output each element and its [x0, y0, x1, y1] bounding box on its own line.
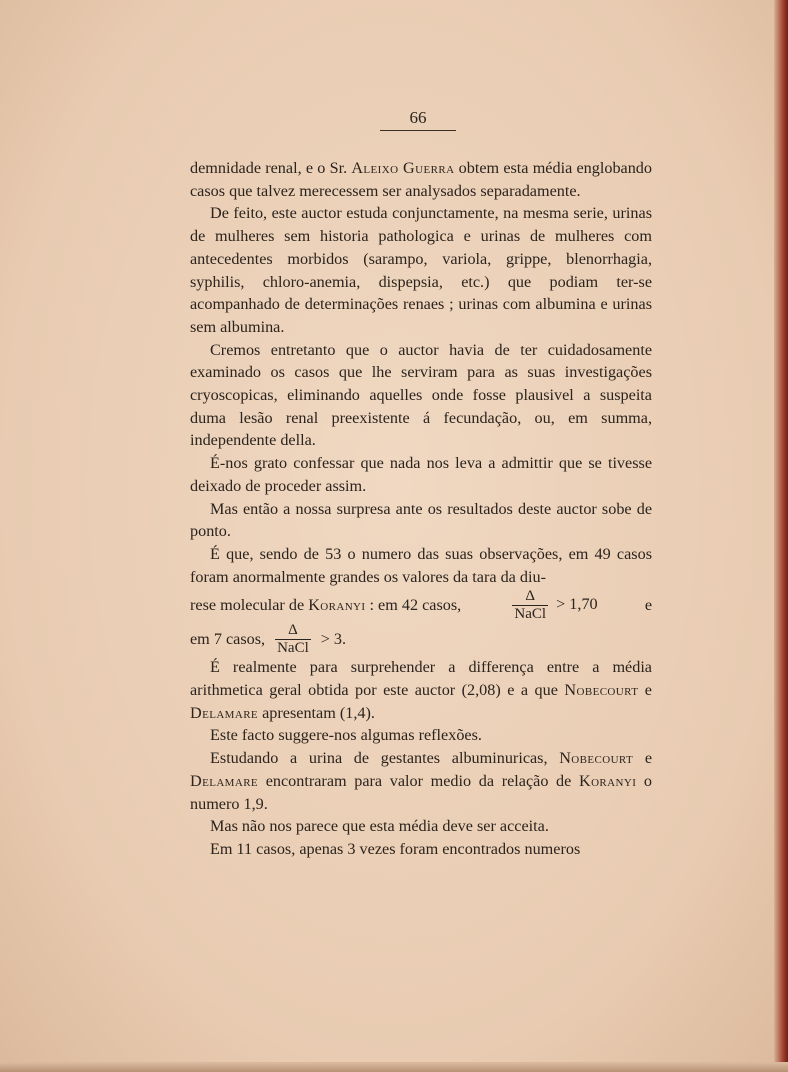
paragraph: Em 11 casos, apenas 3 vezes foram encontrados numeros — [210, 839, 581, 858]
page-edge-bottom — [0, 1062, 788, 1072]
page-number-rule — [380, 130, 456, 131]
math-line-koranyi-42: rese molecular de Koranyi : em 42 casos, $\frac{\Delta}{\text{NaCl}}$ > 1,70 e — [190, 587, 652, 622]
paragraph: Mas não nos parece que esta média deve ser acceita. — [210, 817, 549, 836]
paragraph: De feito, este auctor estuda conjunctamente, na mesma serie, urinas de mulheres sem historia pathologica e urinas de mulheres com antecedentes morbidos (sarampo, variola, grippe, blenorrhagia, syphilis, chloro-anemia, dispepsia, etc.) que podiam ter-se acompanhado de determinações renaes ; urinas com albumina e urinas sem albumina. — [190, 204, 652, 336]
author-name: Nobecourt — [559, 749, 634, 768]
paragraph: Mas então a nossa surpresa ante os resultados deste auctor sobe de ponto. — [190, 499, 652, 541]
paragraph: É-nos grato confessar que nada nos leva a admittir que se tivesse deixado de proceder assim. — [190, 454, 652, 495]
author-name: Nobecourt — [564, 681, 639, 700]
paragraph: É que, sendo de 53 o numero das suas observações, em 49 casos foram anormalmente grandes os valores da tara da diu- — [190, 544, 652, 586]
author-name: Delamare — [190, 703, 259, 722]
fraction-delta-nacl: $\frac{\Delta}{\text{NaCl}}$ — [277, 621, 309, 656]
page-edge-right — [774, 0, 788, 1072]
fraction-delta-nacl: $\frac{\Delta}{\text{NaCl}}$ — [514, 587, 547, 622]
author-name: Koranyi — [579, 771, 637, 790]
page-number: 66 — [409, 108, 427, 127]
author-name: Koranyi — [308, 596, 366, 614]
paragraph: Este facto suggere-nos algumas reflexões. — [210, 726, 482, 745]
paragraph: É realmente para surprehender a differença entre a média arithmetica geral obtida por este auctor (2,08) e a que Nobecourt e Delamare apresentam (1,4). — [190, 658, 652, 722]
paragraph: demnidade renal, e o Sr. Aleixo Guerra obtem esta média englobando casos que talvez merecessem ser analysados separadamente. — [190, 159, 652, 200]
paragraph: Cremos entretanto que o auctor havia de ter cuidadosamente examinado os casos que lhe serviram para as suas investigações cryoscopicas, eliminando aquelles onde fosse plausivel a suspeita duma lesão renal preexistente á fecundação, ou, em summa, independente della. — [190, 340, 652, 450]
author-name: Delamare — [190, 771, 259, 790]
body-text — [190, 157, 652, 861]
paragraph: Estudando a urina de gestantes albuminuricas, Nobecourt e Delamare encontraram para valor medio da relação de Koranyi o numero 1,9. — [190, 749, 653, 813]
author-name: Aleixo Guerra — [351, 159, 455, 177]
math-line-7-casos: em 7 casos, $\frac{\Delta}{\text{NaCl}}$ > 3. — [190, 621, 347, 656]
